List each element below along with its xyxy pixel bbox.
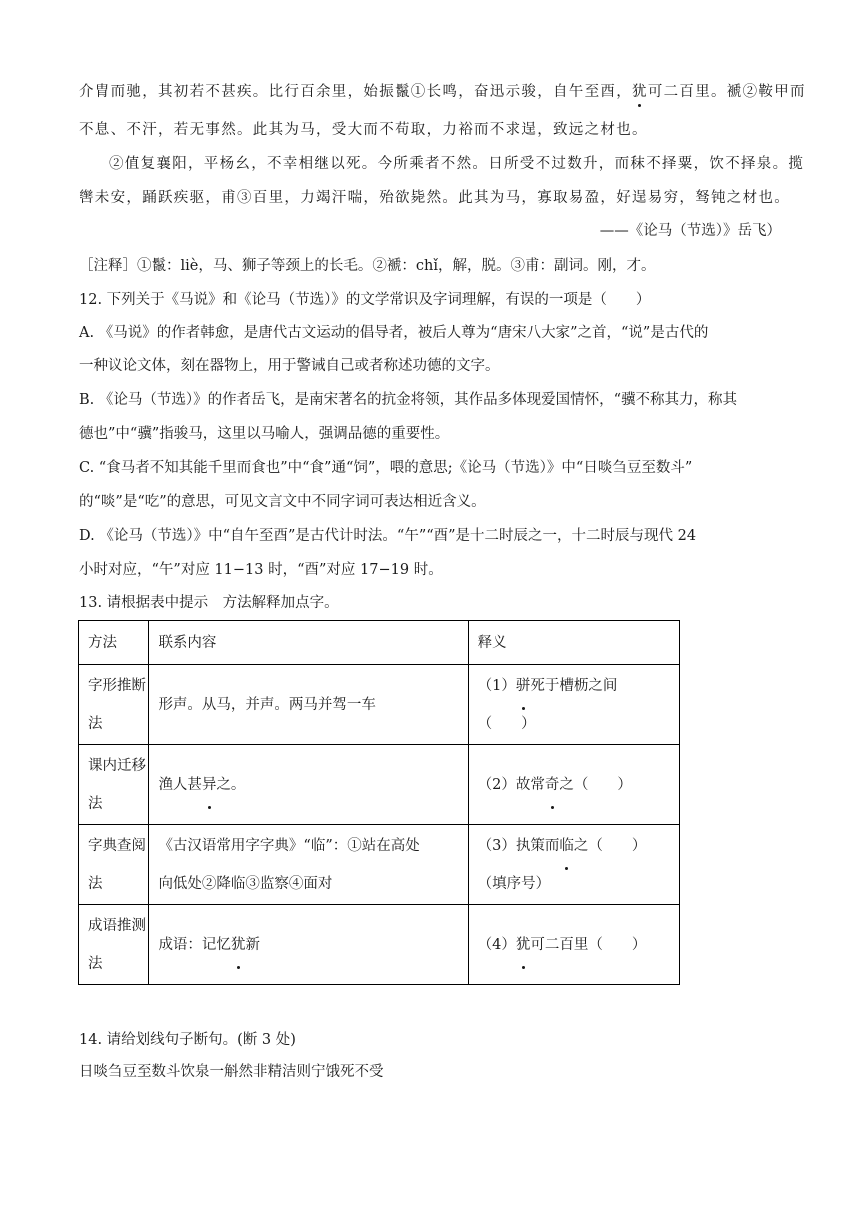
q12-option-d: D. 《论马（节选）》中“自午至酉”是古代计时法。“午”“酉”是十二时辰之一，十二时辰与现代 24 bbox=[79, 528, 697, 544]
header-method: 方法 bbox=[79, 621, 149, 665]
content-cell: 成语：记忆犹新 bbox=[149, 905, 468, 985]
answer-blank[interactable]: （3）执策而临之（ ） bbox=[478, 827, 670, 865]
meaning-cell bbox=[468, 905, 679, 985]
passage-paragraph-2: ②值复襄阳，平杨幺，不幸相继以死。今所乘者不然。日所受不过数升，而秣不择粟，饮不择泉。揽 bbox=[109, 156, 805, 172]
meaning-cell: （3）执策而临之（ ） （填序号） bbox=[468, 825, 679, 905]
header-content: 联系内容 bbox=[149, 621, 468, 665]
content-cell: 《古汉语常用字字典》“临”：①站在高处 向低处②降临③监察④面对 bbox=[149, 825, 468, 905]
emphasis-dot-char: 犹 bbox=[231, 926, 246, 964]
passage-notes: ［注释］①鬣：liè，马、狮子等颈上的长毛。②褫：chǐ，解，脱。③甫：副词。刚，才。 bbox=[79, 258, 656, 274]
table-header-row bbox=[79, 621, 680, 665]
answer-blank[interactable]: （ ） bbox=[477, 715, 536, 732]
q12-option-b: B. 《论马（节选）》的作者岳飞，是南宋著名的抗金将领，其作品多体现爱国情怀，“骥不称其力，称其 bbox=[79, 392, 738, 408]
emphasis-dot-char: 骈 bbox=[516, 667, 531, 705]
passage-line: 辔未安，踊跃疾驱，甫③百里，力竭汗喘，殆欲毙然。此其为马，寡取易盈，好逞易穷，驽钝之材也。 bbox=[79, 190, 790, 206]
answer-blank[interactable]: （2）故常奇之（ ） bbox=[478, 766, 670, 804]
emphasis-dot-char: 犹 bbox=[516, 926, 531, 964]
emphasis-dot-char: 犹 bbox=[632, 84, 648, 100]
q12-stem: 12. 下列关于《马说》和《论马（节选）》的文学常识及字词理解，有误的一项是（ ） bbox=[79, 292, 651, 308]
passage-source: ——《论马（节选）》岳飞） bbox=[599, 223, 781, 239]
q12-option-a: A. 《马说》的作者韩愈，是唐代古文运动的倡导者，被后人尊为“唐宋八大家”之首，“说”是古代的 bbox=[79, 325, 709, 341]
method-cell: 成语推测 法 bbox=[79, 905, 149, 985]
meaning-cell bbox=[468, 745, 679, 825]
method-cell: 字形推断 法 bbox=[79, 665, 149, 745]
emphasis-dot-char: 临 bbox=[559, 827, 574, 865]
emphasis-dot-char: 异 bbox=[202, 766, 217, 804]
method-table bbox=[78, 620, 680, 985]
q12-option-c-cont: 的“啖”是“吃”的意思，可见文言文中不同字词可表达相近含义。 bbox=[79, 494, 486, 510]
q12-option-b-cont: 德也”中“骥”指骏马，这里以马喻人，强调品德的重要性。 bbox=[79, 426, 450, 442]
passage-line: 介胄而驰，其初若不甚疾。比行百余里，始振鬣①长鸣，奋迅示骏，自午至酉，犹可二百里。褫②鞍甲而 bbox=[79, 84, 806, 100]
table-row bbox=[79, 665, 680, 745]
q14-stem: 14. 请给划线句子断句。(断 3 处) bbox=[79, 1032, 296, 1048]
q13-stem: 13. 请根据表中提示 方法解释加点字。 bbox=[79, 595, 339, 611]
table-row bbox=[79, 905, 680, 985]
q12-option-d-cont: 小时对应，“午”对应 11−13 时，“酉”对应 17−19 时。 bbox=[79, 562, 443, 578]
q12-option-a-cont: 一种议论文体，刻在器物上，用于警诫自己或者称述功德的文字。 bbox=[79, 358, 500, 374]
q14-sentence: 日啖刍豆至数斗饮泉一斛然非精洁则宁饿死不受 bbox=[79, 1064, 384, 1080]
method-cell: 字典查阅 法 bbox=[79, 825, 149, 905]
table-row bbox=[79, 745, 680, 825]
answer-blank[interactable]: （4）犹可二百里（ ） bbox=[478, 926, 670, 964]
method-cell: 课内迁移 法 bbox=[79, 745, 149, 825]
emphasis-dot-char: 奇 bbox=[545, 766, 560, 804]
table-row bbox=[79, 825, 680, 905]
content-cell: 形声。从马，并声。两马并驾一车 bbox=[149, 665, 468, 745]
header-meaning: 释义 bbox=[468, 621, 679, 665]
q12-option-c: C. “食马者不知其能千里而食也”中“食”通“饲”，喂的意思;《论马（节选）》中“日啖刍豆至数斗” bbox=[79, 460, 693, 476]
meaning-cell: （1）骈死于槽枥之间 （ ） bbox=[468, 665, 679, 745]
content-cell: 渔人甚异之。 bbox=[149, 745, 468, 825]
passage-line: 不息、不汗，若无事然。此其为马，受大而不苟取，力裕而不求逞，致远之材也。 bbox=[79, 122, 648, 138]
